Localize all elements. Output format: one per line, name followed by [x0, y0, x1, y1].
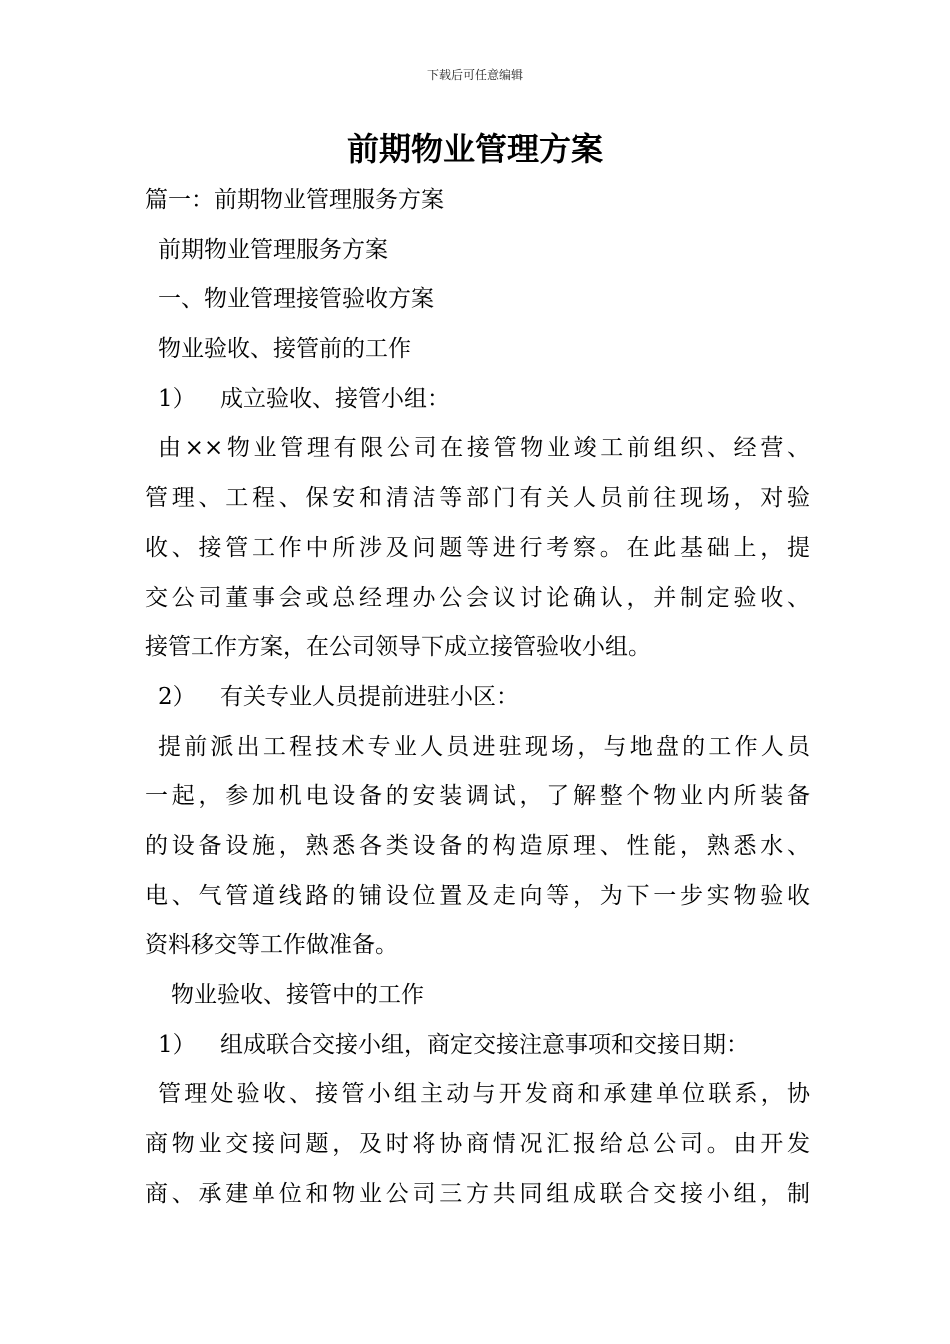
text-line: 管理、工程、保安和清洁等部门有关人员前往现场，对验	[145, 485, 810, 512]
text-line	[145, 673, 810, 723]
list-item-text: 组成联合交接小组，商定交接注意事项和交接日期：	[220, 1031, 749, 1058]
list-item-text: 成立验收、接管小组：	[220, 385, 450, 412]
list-number: 2）	[158, 683, 196, 710]
text-line: 的设备设施，熟悉各类设备的构造原理、性能，熟悉水、	[145, 832, 810, 859]
text-line: 管理处验收、接管小组主动与开发商和承建单位联系，协	[158, 1081, 810, 1108]
text-line: 一、物业管理接管验收方案	[158, 286, 434, 313]
text-line: 篇一：前期物业管理服务方案	[145, 187, 444, 213]
list-number: 1）	[158, 1031, 196, 1058]
text-line	[145, 1021, 810, 1071]
list-number: 1）	[158, 385, 196, 412]
header-note: 下载后可任意编辑	[426, 68, 523, 82]
document-title: 前期物业管理方案	[346, 130, 603, 168]
text-line: 提前派出工程技术专业人员进驻现场，与地盘的工作人员	[158, 733, 810, 760]
text-line: 前期物业管理服务方案	[158, 236, 388, 263]
text-line: 物业验收、接管前的工作	[158, 336, 411, 363]
text-line	[145, 375, 810, 425]
document-body	[145, 176, 810, 1219]
text-line: 商、承建单位和物业公司三方共同组成联合交接小组，制	[145, 1180, 810, 1207]
text-line: 交公司董事会或总经理办公会议讨论确认，并制定验收、	[145, 584, 810, 611]
text-line: 收、接管工作中所涉及问题等进行考察。在此基础上，提	[145, 534, 810, 561]
text-line: 接管工作方案，在公司领导下成立接管验收小组。	[145, 634, 651, 661]
text-line: 由××物业管理有限公司在接管物业竣工前组织、经营、	[158, 435, 810, 462]
list-item-text: 有关专业人员提前进驻小区：	[220, 683, 519, 710]
text-line: 电、气管道线路的铺设位置及走向等，为下一步实物验收	[145, 882, 810, 909]
text-line: 商物业交接问题，及时将协商情况汇报给总公司。由开发	[145, 1131, 810, 1158]
text-line: 资料移交等工作做准备。	[145, 932, 398, 959]
text-line: 物业验收、接管中的工作	[171, 982, 424, 1008]
text-line: 一起，参加机电设备的安装调试，了解整个物业内所装备	[145, 783, 810, 810]
